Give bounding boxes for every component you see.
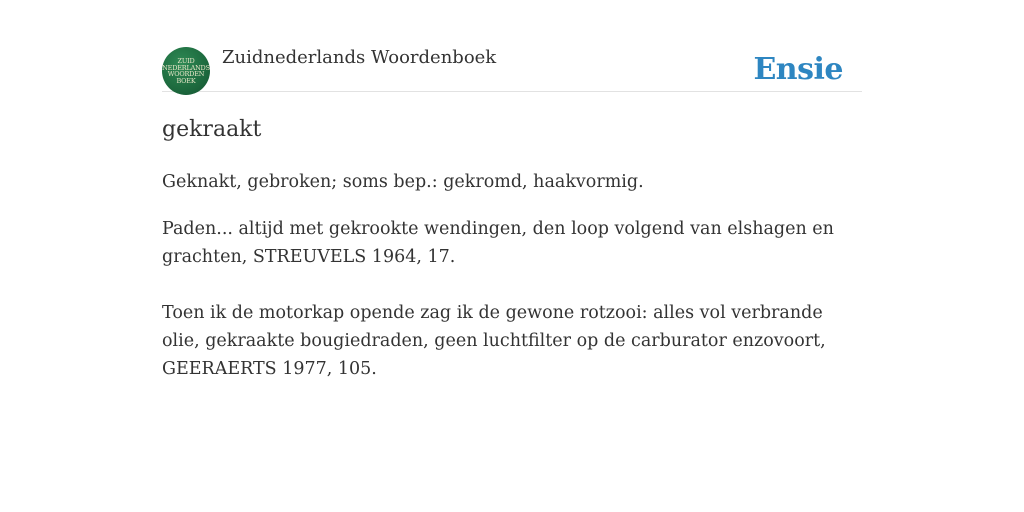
- dictionary-title[interactable]: Zuidnederlands Woordenboek: [222, 47, 497, 68]
- entry-example: Toen ik de motorkap opende zag ik de gewone rotzooi: alles vol verbrande olie, gekraakte bougiedraden, geen luchtfilter op de carburator enzovoort, GEERAERTS 1977, 105.: [162, 303, 826, 379]
- entry-example: Paden... altijd met gekrookte wendingen, den loop volgend van elshagen en grachten, STREUVELS 1964, 17.: [162, 219, 834, 267]
- ensie-brand-logo[interactable]: Ensie: [753, 52, 843, 87]
- logo-text-line: NEDERLANDS: [162, 63, 210, 72]
- logo-text-line: WOORDEN: [167, 70, 205, 78]
- logo-text-line: BOEK: [176, 76, 196, 85]
- source-logo[interactable]: [162, 47, 210, 95]
- logo-text-line: ZUID: [177, 57, 195, 65]
- entry-headword: gekraakt: [162, 117, 262, 142]
- entry-definition: Geknakt, gebroken; soms bep.: gekromd, haakvormig.: [162, 172, 644, 192]
- header: [162, 46, 862, 92]
